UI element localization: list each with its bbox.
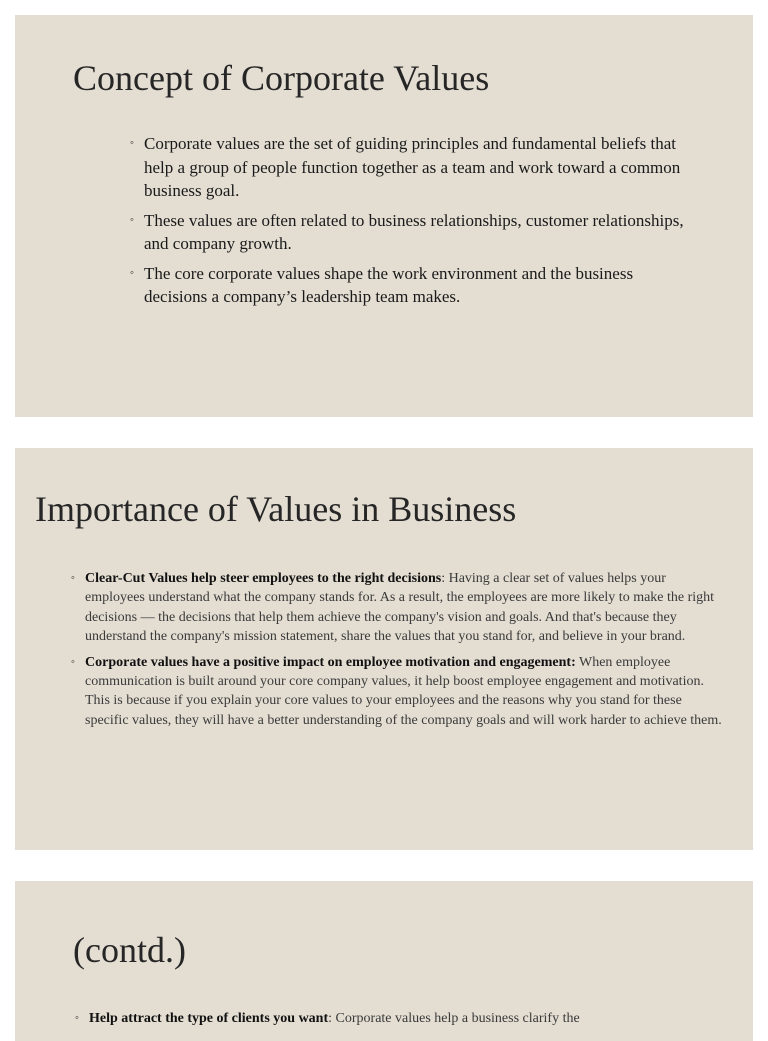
bullet-icon: ◦ [130, 213, 134, 226]
list-item [130, 209, 684, 256]
bullet-list [130, 132, 684, 315]
bullet-text: When employee communication is built around your core company values, it help boost employee engagement and motivation. This is because if you explain your core values to your employees and the reasons why you stand for these specific values, they will have a better understanding of the company goals and will work harder to achieve them. [85, 654, 722, 728]
bullet-separator: : [441, 571, 449, 586]
slide-importance-of-values [15, 448, 753, 850]
bullet-text: These values are often related to business relationships, customer relationships, and company growth. [144, 210, 684, 253]
bullet-text: Having a clear set of values helps your employees understand what the company stands for. As a result, the employees are more likely to make the right decisions — the decisions that help them achieve the company's vision and goals. And that's because they understand the company's mission statement, share the values that you stand for, and believe in your brand. [85, 571, 715, 645]
list-item [130, 132, 684, 203]
list-item [71, 569, 725, 647]
bullet-text: Corporate values help a business clarify the [335, 1011, 580, 1026]
bullet-lead: Corporate values have a positive impact on employee motivation and engagement: [85, 654, 576, 670]
list-item [71, 653, 725, 731]
bullet-lead: Clear-Cut Values help steer employees to the right decisions [85, 571, 442, 586]
list-item [75, 1009, 729, 1028]
slide-contd [15, 881, 753, 1041]
bullet-icon: ◦ [130, 137, 134, 149]
bullet-icon: ◦ [130, 266, 134, 279]
bullet-icon: ◦ [71, 655, 75, 668]
slide-title: Concept of Corporate Values [73, 58, 490, 98]
bullet-lead: Help attract the type of clients you want [89, 1011, 329, 1026]
bullet-list [71, 569, 725, 736]
bullet-icon: ◦ [71, 572, 75, 584]
bullet-separator: : [328, 1011, 336, 1026]
bullet-text: Corporate values are the set of guiding principles and fundamental beliefs that help a group of people function together as a team and work toward a common business goal. [144, 134, 681, 200]
slide-title: Importance of Values in Business [35, 489, 517, 529]
list-item [130, 262, 684, 309]
bullet-list [75, 1009, 729, 1028]
bullet-text: The core corporate values shape the work environment and the business decisions a company’s leadership team makes. [144, 263, 634, 306]
slide-title: (contd.) [73, 930, 186, 970]
slide-concept-of-corporate-values [15, 15, 753, 417]
bullet-icon: ◦ [75, 1012, 79, 1024]
